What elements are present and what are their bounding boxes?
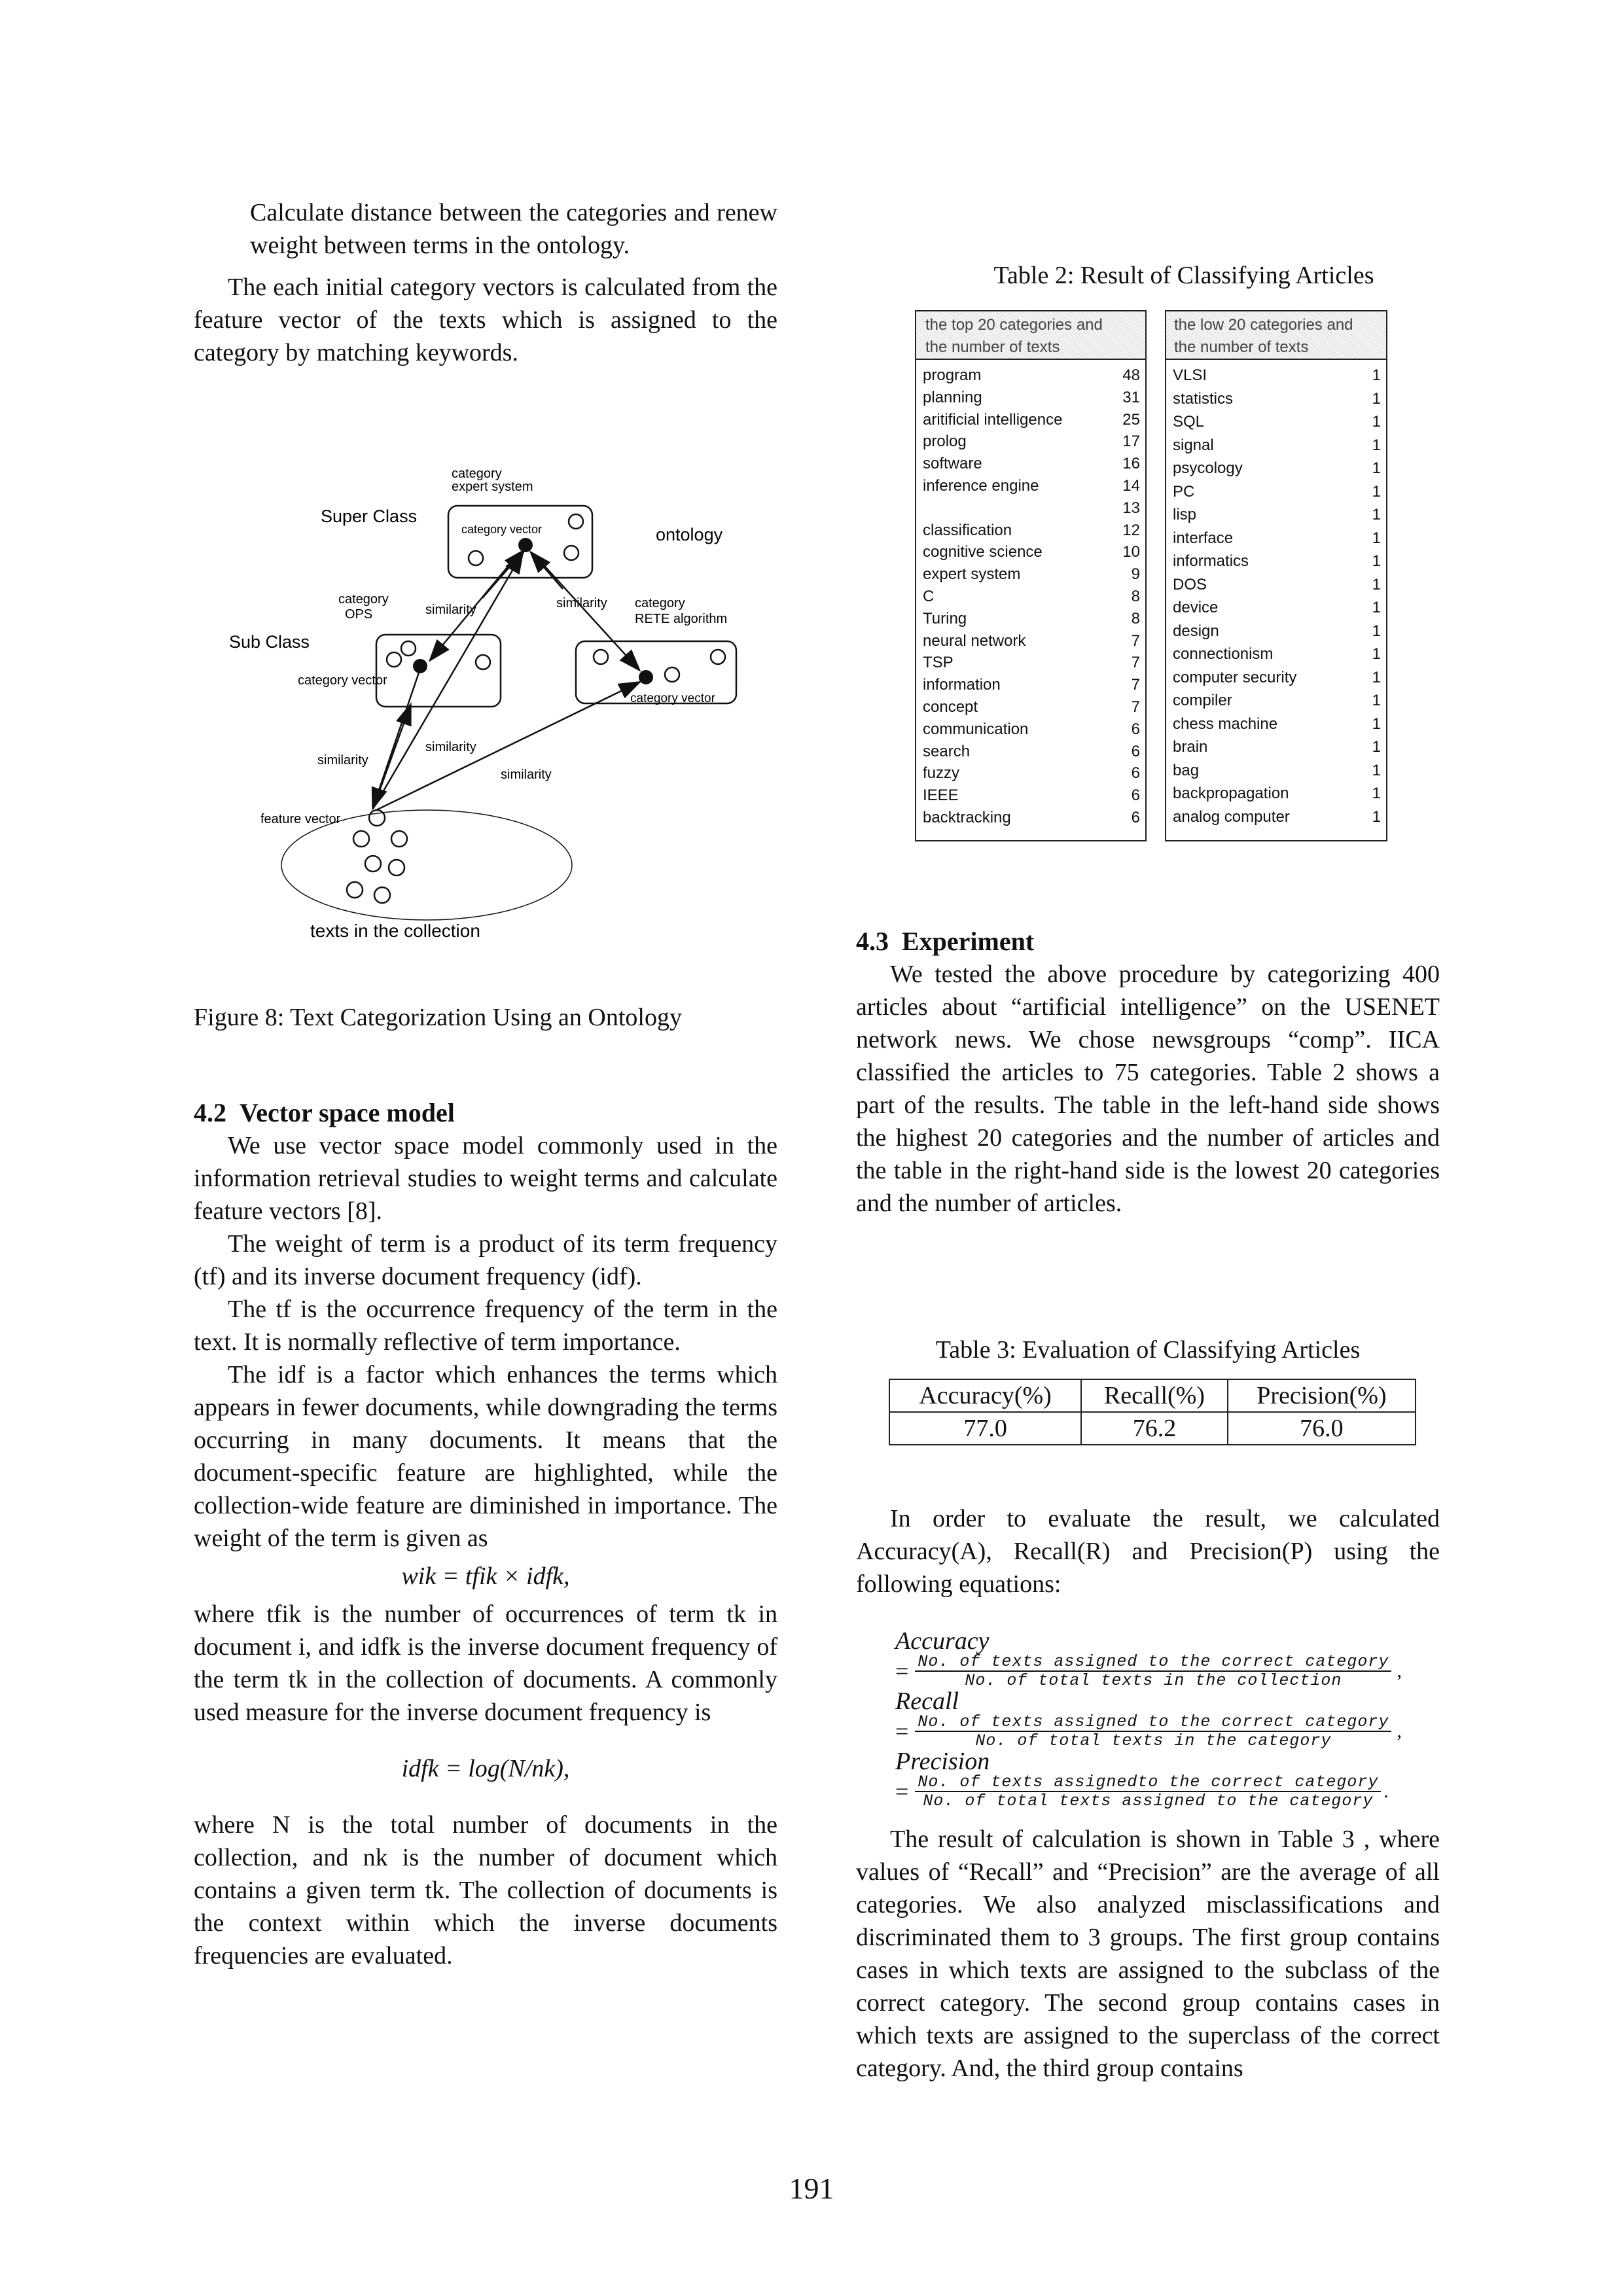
- sec43-p1: We tested the above procedure by categorizing 400 articles about “artificial intelligence” on the USENET network news. We chose newsgroups “comp”. IICA classified the articles to 75 categories. Table 2 shows a part of the results. The table in the left-hand side shows the highest 20 categories and the number of articles and the table in the right-hand side is the lowest 20 categories and the number of articles.: [856, 961, 1440, 1217]
- table-2-caption: Table 2: Result of Classifying Articles: [993, 262, 1374, 289]
- recall-denominator: No. of total texts in the category: [975, 1731, 1332, 1750]
- table-3-caption: Table 3: Evaluation of Classifying Articles: [935, 1336, 1361, 1364]
- table-2-row: [923, 629, 1140, 652]
- figure-caption-block: [194, 1001, 777, 1034]
- table-2-row: [1173, 550, 1381, 573]
- figure-8-caption: Figure 8: Text Categorization Using an Ontology: [194, 1004, 682, 1031]
- table-2-count: 1: [1372, 389, 1381, 408]
- table-2-row: [923, 474, 1140, 497]
- table-3: [889, 1379, 1416, 1445]
- table-2-top-rows: [916, 360, 1145, 828]
- table-2-row: [923, 364, 1140, 386]
- table-2-top: [915, 310, 1147, 841]
- table-2-count: 48: [1122, 366, 1140, 384]
- table-2-row: [1173, 364, 1381, 387]
- fig-label-similarity-4: similarity: [425, 740, 476, 754]
- section-4-3-heading: [856, 925, 1440, 958]
- formula-block: [895, 1629, 1402, 1810]
- table-2-row: [923, 806, 1140, 828]
- table-2-count: 13: [1122, 499, 1140, 517]
- section-4-2: [194, 1097, 777, 1972]
- fig-label-feature-vector: feature vector: [260, 812, 341, 826]
- table-2-row: [923, 762, 1140, 784]
- sec42-p4: The idf is a factor which enhances the terms which appears in fewer documents, while downgrading the terms occurring in many documents. It means that the document-specific feature are highlighted, while the collection-wide feature are diminished in importance. The weight of the term is given as: [194, 1361, 777, 1552]
- fig-label-cat-ops: category: [338, 592, 389, 607]
- table-2-row: [1173, 596, 1381, 620]
- table-2-category: DOS: [1173, 575, 1207, 593]
- fig-label-similarity-2: similarity: [556, 596, 607, 610]
- fig-label-cat-ops2: OPS: [345, 607, 373, 622]
- table-2-count: 7: [1131, 698, 1140, 716]
- table-3-cell: 76.0: [1228, 1412, 1416, 1445]
- table-2-count: 31: [1122, 388, 1140, 406]
- table-2-category: backtracking: [923, 808, 1011, 826]
- table-2-count: 12: [1122, 521, 1140, 539]
- table-2-category: C: [923, 587, 935, 605]
- fig-label-cat-expert: category: [452, 467, 502, 481]
- table-2-category: search: [923, 742, 971, 760]
- table-2-category: planning: [923, 388, 982, 406]
- table-2-row: [1173, 805, 1381, 829]
- section-4-3-title: Experiment: [902, 927, 1035, 956]
- precision-formula: = $\frac{\text{No. of texts assignedto the correct category}}{\text{No. of total texts assigned to the category}}$ .: [895, 1773, 1389, 1810]
- section-4-3: [856, 925, 1440, 1220]
- table-2-count: 7: [1131, 654, 1140, 672]
- table-2-count: 8: [1131, 587, 1140, 605]
- table-2-count: 1: [1372, 807, 1381, 826]
- table-2-row: [1173, 782, 1381, 805]
- table-2-category: cognitive science: [923, 543, 1043, 561]
- table-2-category: program: [923, 366, 982, 384]
- fig-label-similarity-1: similarity: [425, 603, 476, 617]
- table-2-row: [1173, 735, 1381, 759]
- table-2-row: [923, 673, 1140, 696]
- table-3-header: Accuracy(%): [889, 1379, 1081, 1412]
- table-2-count: 6: [1131, 808, 1140, 826]
- table-3-caption-block: [856, 1333, 1440, 1366]
- table-2-row: [1173, 527, 1381, 550]
- sec42-p2: The weight of term is a product of its term frequency (tf) and its inverse document frequency (idf).: [194, 1230, 777, 1290]
- table-2-category: communication: [923, 720, 1029, 738]
- table-2-row: [923, 408, 1140, 431]
- table-2-category: inference engine: [923, 476, 1039, 495]
- table-2-category: psycology: [1173, 459, 1243, 477]
- table-2-row: [923, 519, 1140, 541]
- table-2-row: [923, 696, 1140, 718]
- section-4-3-num: 4.3: [856, 927, 889, 956]
- table-2-category: informatics: [1173, 552, 1249, 570]
- table-2-category: connectionism: [1173, 645, 1274, 663]
- section-4-2-num: 4.2: [194, 1098, 226, 1127]
- table-2-count: 14: [1122, 476, 1140, 495]
- idf-equation: idfk = log(N/nk),: [401, 1755, 570, 1782]
- table-2-row: [923, 540, 1140, 563]
- intro-paragraph: The each initial category vectors is calculated from the feature vector of the texts which is assigned to the category by matching keywords.: [194, 274, 777, 366]
- table-2-row: [923, 718, 1140, 740]
- table-2-row: [923, 430, 1140, 452]
- table-2-category: SQL: [1173, 413, 1205, 431]
- table-3-cell: 76.2: [1081, 1412, 1228, 1445]
- table-2-count: 6: [1131, 764, 1140, 783]
- recall-formula: = $\frac{\text{No. of texts assigned to the correct category}}{\text{No. of total texts in the category}}$ ,: [895, 1712, 1402, 1750]
- table-2-category: prolog: [923, 433, 967, 451]
- table-2-category: backpropagation: [1173, 785, 1289, 802]
- table-2-count: 6: [1131, 742, 1140, 760]
- table-2-count: 1: [1372, 599, 1381, 616]
- eval-paragraph-block: [856, 1502, 1440, 1600]
- table-2-category: lisp: [1173, 506, 1197, 523]
- table-2-row: [923, 497, 1140, 519]
- table-2-count: 16: [1122, 455, 1140, 473]
- table-3-header: Precision(%): [1228, 1379, 1416, 1412]
- table-2-row: [1173, 620, 1381, 643]
- table-2-row: [923, 386, 1140, 408]
- result-paragraph: The result of calculation is shown in Table 3 , where values of “Recall” and “Precision” are the average of all categories. We also analyzed misclassifications and discriminated them to 3 groups. The first group contains cases in which texts are assigned to the subclass of the correct category. The second group contains cases in which texts are assigned to the superclass of the correct category. And, the third group contains: [856, 1826, 1440, 2082]
- table-2-category: neural network: [923, 631, 1026, 650]
- table-2-count: 1: [1372, 761, 1381, 779]
- fig-label-category-vector-right: category vector: [630, 692, 715, 705]
- weight-equation: wik = tfik × idfk,: [401, 1563, 570, 1590]
- table-2-category: software: [923, 455, 982, 473]
- table-2-category: information: [923, 676, 1001, 694]
- page-number: 191: [789, 2172, 834, 2205]
- ontology-figure: [229, 451, 772, 949]
- table-3-cell: 77.0: [889, 1412, 1081, 1445]
- table-3-header-row: [889, 1379, 1416, 1412]
- table-2-row: [923, 563, 1140, 585]
- table-2-count: 9: [1131, 565, 1140, 584]
- table-2-row: [923, 784, 1140, 806]
- table-2-count: 1: [1372, 552, 1381, 570]
- table-2-low-rows: [1166, 360, 1386, 828]
- table-2-category: device: [1173, 599, 1219, 616]
- table-2-row: [1173, 387, 1381, 411]
- table-2-count: 1: [1372, 715, 1381, 733]
- table-2-category: interface: [1173, 529, 1234, 547]
- table-2-count: 1: [1372, 506, 1381, 523]
- table-2-row: [1173, 480, 1381, 504]
- table-2-category: chess machine: [1173, 715, 1278, 733]
- eval-paragraph: In order to evaluate the result, we calculated Accuracy(A), Recall(R) and Precision(P) using the following equations:: [856, 1505, 1440, 1598]
- table-2-row: [1173, 573, 1381, 597]
- table-2-row: [1173, 713, 1381, 736]
- sec42-p3: The tf is the occurrence frequency of the term in the text. It is normally reflective of term importance.: [194, 1296, 777, 1356]
- table-2-count: 1: [1372, 738, 1381, 756]
- intro-step-text: Calculate distance between the categories and renew weight between terms in the ontology.: [250, 199, 777, 259]
- table-2-category: VLSI: [1173, 366, 1207, 384]
- fig-label-sub-class: Sub Class: [229, 632, 310, 652]
- accuracy-formula: = $\frac{\text{No. of texts assigned to the correct category}}{\text{No. of total texts in the collection}}$ ,: [895, 1652, 1402, 1690]
- table-2-count: 8: [1131, 609, 1140, 627]
- table-2-count: 1: [1372, 482, 1381, 501]
- table-2-category: bag: [1173, 761, 1200, 779]
- table-2-count: 1: [1372, 785, 1381, 802]
- table-2-count: 1: [1372, 645, 1381, 663]
- fig-label-cat-rete: category: [635, 596, 685, 610]
- fig-label-texts-collection: texts in the collection: [310, 921, 480, 941]
- table-2-category: compiler: [1173, 692, 1232, 709]
- table-2-row: [923, 607, 1140, 629]
- table-2-category: computer security: [1173, 668, 1297, 686]
- table-2-category: brain: [1173, 738, 1208, 756]
- table-2-row: [1173, 759, 1381, 783]
- sec42-p6: where N is the total number of documents in the collection, and nk is the number of document which contains a given term tk. The collection of documents is the context within which the inverse documents frequencies are evaluated.: [194, 1811, 777, 1969]
- fig-label-category-vector-top: category vector: [461, 523, 543, 536]
- table-2-row: [1173, 410, 1381, 434]
- fig-label-similarity-3: similarity: [317, 753, 368, 768]
- section-4-2-heading: [194, 1097, 777, 1129]
- sec42-p5: where tfik is the number of occurrences of term tk in document i, and idfk is the inverse document frequency of the term tk in the collection of documents. A commonly used measure for the inverse document frequency is: [194, 1600, 777, 1726]
- result-paragraph-block: [856, 1823, 1440, 2085]
- table-3-value-row: [889, 1412, 1416, 1445]
- table-2-low-header: the low 20 categories and the number of texts: [1166, 311, 1386, 360]
- fig-label-cat-rete2: RETE algorithm: [635, 612, 728, 626]
- table-2-category: IEEE: [923, 786, 959, 805]
- table-2-count: 7: [1131, 676, 1140, 694]
- table-2-count: 6: [1131, 720, 1140, 738]
- table-2-count: 1: [1372, 668, 1381, 686]
- fig-label-category-vector-left: category vector: [298, 673, 387, 688]
- table-2-row: [1173, 643, 1381, 666]
- fig-label-cat-expert2: expert system: [452, 480, 533, 494]
- sec42-p1: We use vector space model commonly used in the information retrieval studies to weight terms and calculate feature vectors [8].: [194, 1132, 777, 1225]
- fig-label-similarity-5: similarity: [501, 768, 552, 782]
- table-2-low: [1165, 310, 1387, 841]
- table-3-header: Recall(%): [1081, 1379, 1228, 1412]
- table-2-row: [923, 585, 1140, 607]
- text-collection-ellipse: [281, 810, 572, 920]
- table-2-row: [923, 452, 1140, 474]
- table-2-row: [1173, 457, 1381, 480]
- left-intro: [194, 196, 777, 369]
- table-2-category: Turing: [923, 609, 967, 627]
- section-4-2-title: Vector space model: [240, 1098, 455, 1127]
- table-2-category: signal: [1173, 436, 1214, 454]
- table-2-count: 1: [1372, 459, 1381, 477]
- recall-name: Recall: [895, 1687, 959, 1715]
- table-2-category: statistics: [1173, 389, 1234, 408]
- table-2-count: 6: [1131, 786, 1140, 805]
- table-2-category: expert system: [923, 565, 1021, 584]
- table-2-count: 1: [1372, 692, 1381, 709]
- table-2-count: 7: [1131, 631, 1140, 650]
- table-2-category: design: [1173, 622, 1219, 640]
- fig-label-super-class: Super Class: [321, 506, 418, 526]
- table-2-caption-block: [856, 259, 1440, 292]
- table-2-category: concept: [923, 698, 978, 716]
- table-2-category: aritificial intelligence: [923, 410, 1063, 429]
- table-2-row: [1173, 503, 1381, 527]
- table-2-row: [1173, 666, 1381, 690]
- table-2-row: [1173, 689, 1381, 713]
- table-2-count: 17: [1122, 433, 1140, 451]
- table-2-row: [923, 740, 1140, 762]
- table-2-category: TSP: [923, 654, 954, 672]
- precision-numerator: No. of texts assignedto the correct category: [915, 1773, 1381, 1792]
- table-2-count: 1: [1372, 436, 1381, 454]
- table-2-category: classification: [923, 521, 1012, 539]
- table-2-top-header: the top 20 categories and the number of texts: [916, 311, 1145, 360]
- recall-numerator: No. of texts assigned to the correct category: [915, 1713, 1391, 1732]
- table-2-count: 1: [1372, 622, 1381, 640]
- table-2-category: analog computer: [1173, 807, 1290, 826]
- table-2-count: 1: [1372, 575, 1381, 593]
- accuracy-name: Accuracy: [895, 1627, 990, 1655]
- accuracy-denominator: No. of total texts in the collection: [965, 1671, 1342, 1690]
- table-2-count: 25: [1122, 410, 1140, 429]
- precision-name: Precision: [895, 1748, 990, 1775]
- accuracy-numerator: No. of texts assigned to the correct category: [915, 1653, 1391, 1672]
- table-2-count: 1: [1372, 413, 1381, 431]
- table-2-count: 1: [1372, 366, 1381, 384]
- fig-label-ontology: ontology: [656, 525, 723, 544]
- table-2-category: fuzzy: [923, 764, 960, 783]
- table-2-count: 1: [1372, 529, 1381, 547]
- table-2-row: [1173, 434, 1381, 457]
- precision-denominator: No. of total texts assigned to the category: [923, 1792, 1374, 1810]
- table-2-row: [923, 651, 1140, 673]
- table-2-category: PC: [1173, 482, 1195, 501]
- table-2-count: 10: [1122, 543, 1140, 561]
